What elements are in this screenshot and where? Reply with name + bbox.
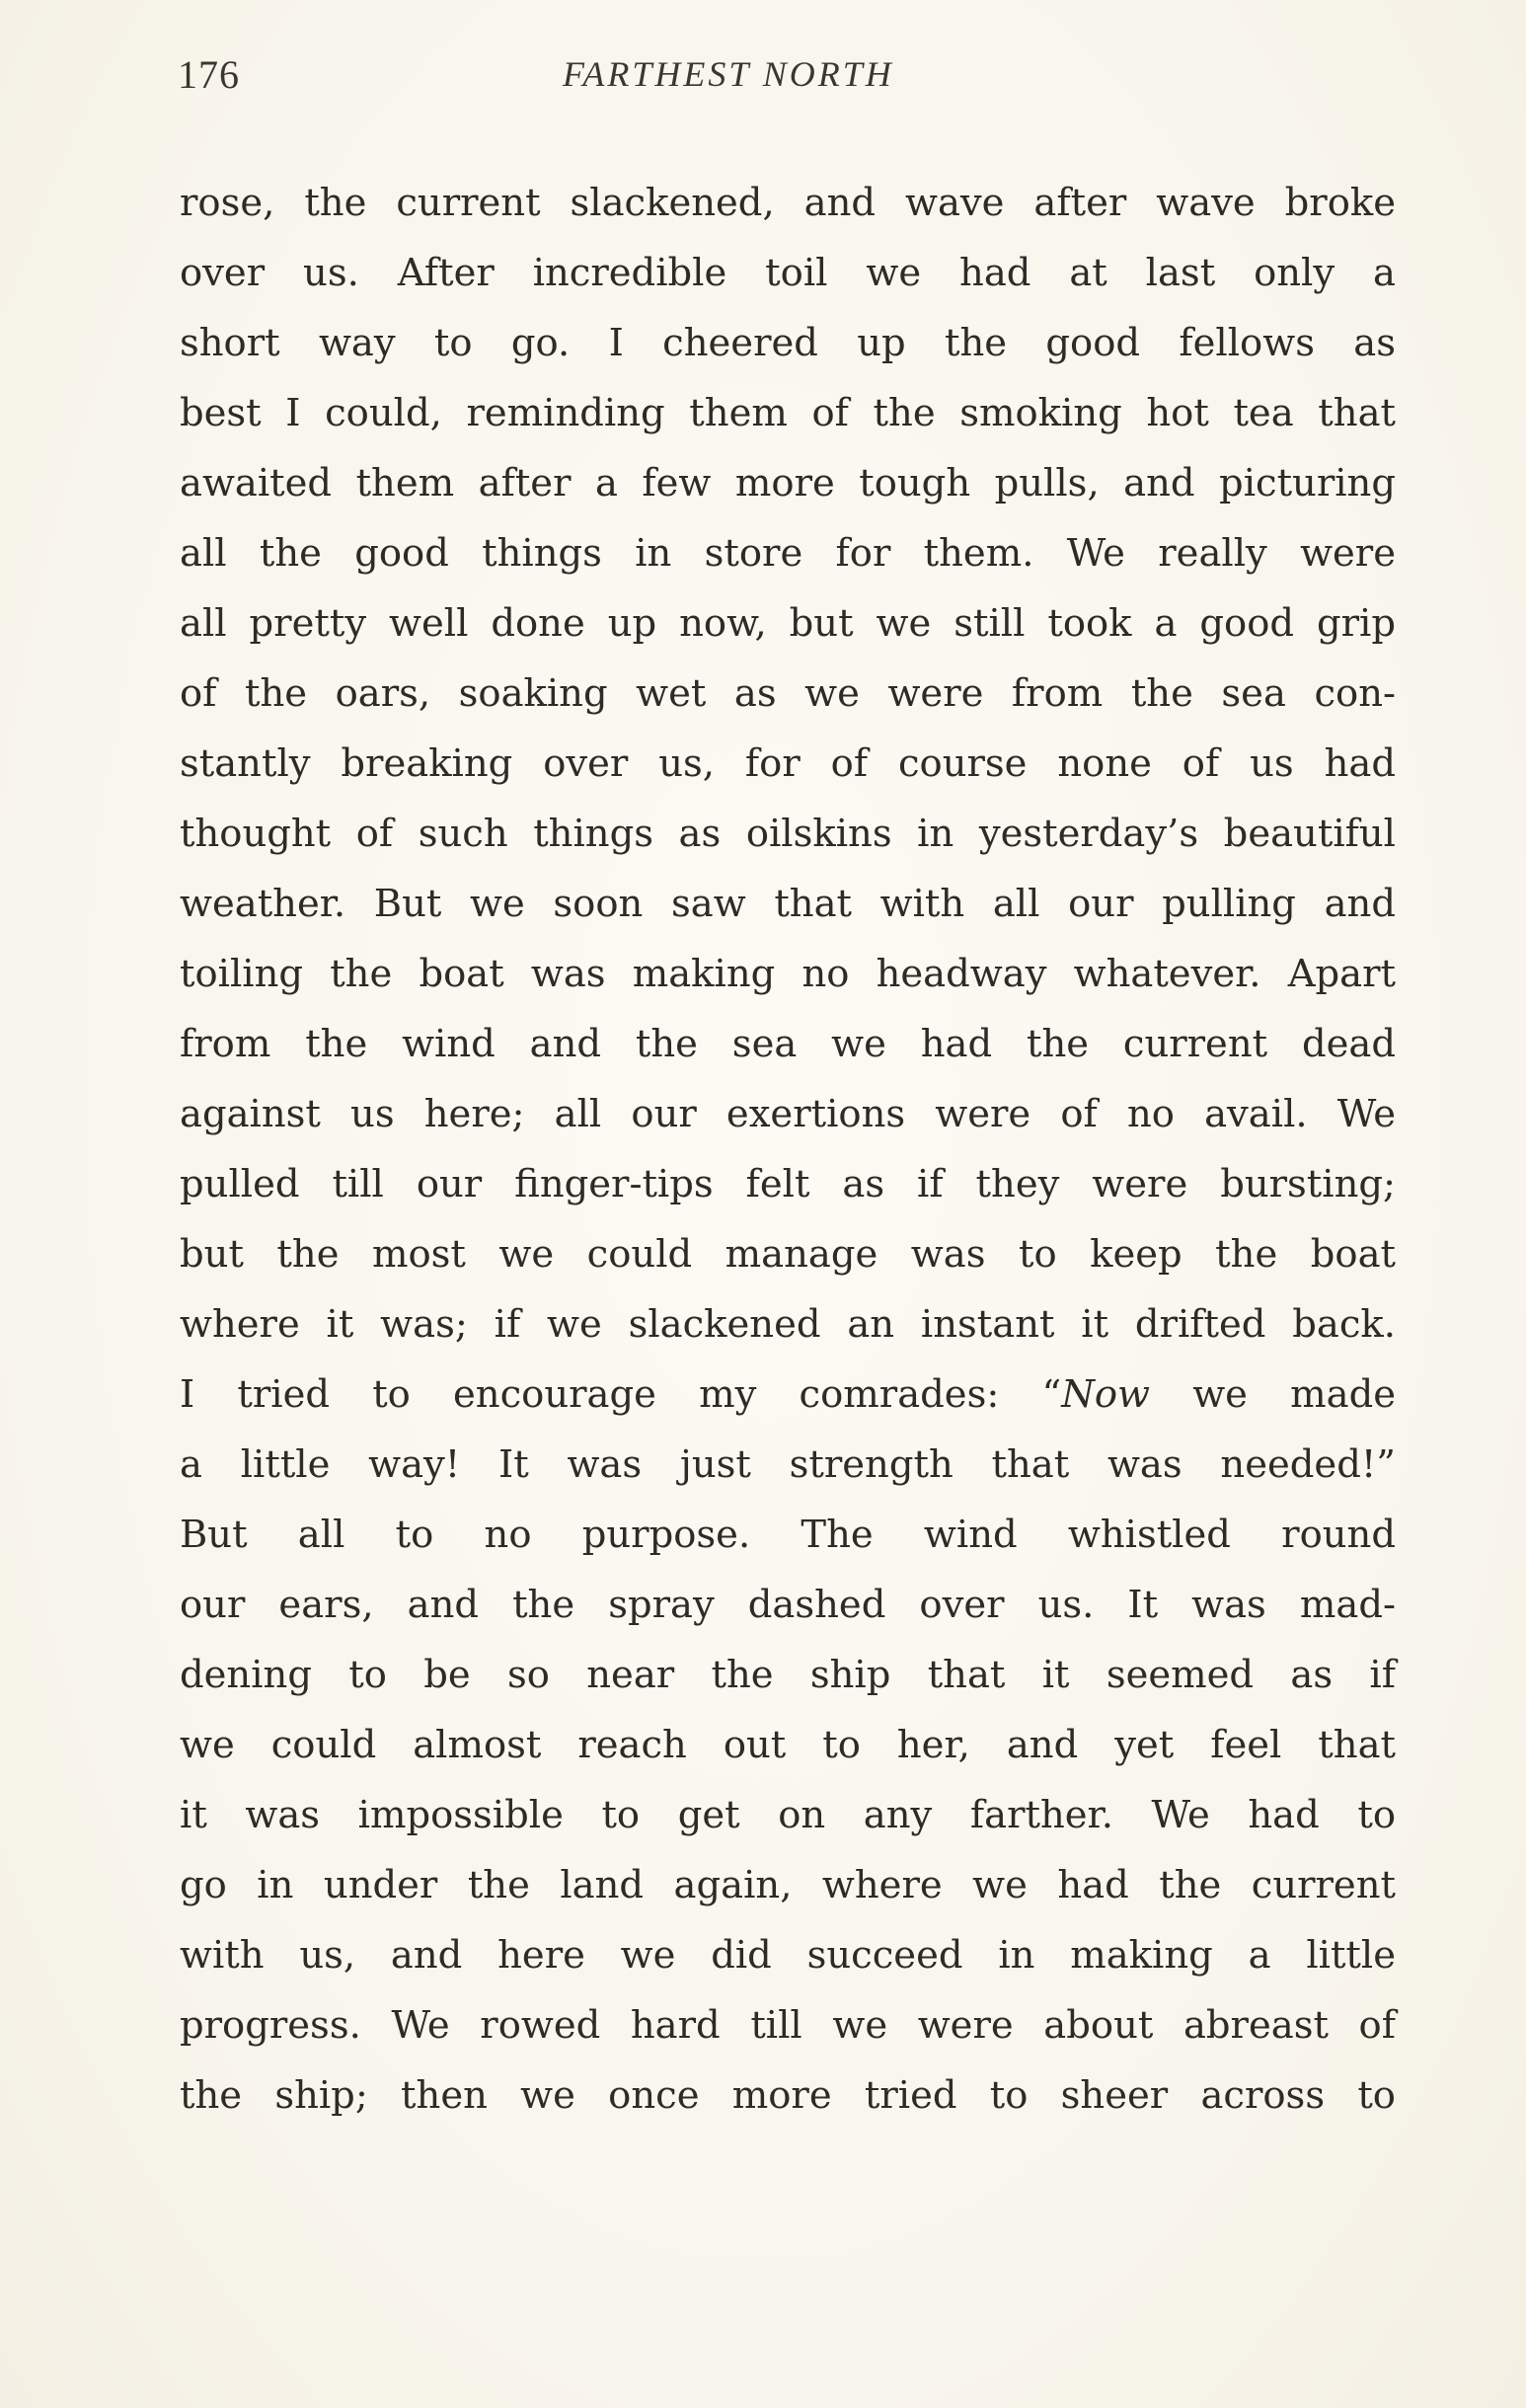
text-line: it was impossible to get on any farther. We had to: [180, 1793, 1396, 1837]
text-line: against us here; all our exertions were of no avail. We: [180, 1092, 1396, 1136]
text-line: But all to no purpose. The wind whistled round: [180, 1513, 1396, 1557]
text-line: we could almost reach out to her, and yet feel that: [180, 1723, 1396, 1767]
text-line: rose, the current slackened, and wave after wave broke: [180, 181, 1396, 225]
text-line: our ears, and the spray dashed over us. It was mad-: [180, 1583, 1396, 1627]
text-line: all pretty well done up now, but we still took a good grip: [180, 601, 1396, 646]
text-line: short way to go. I cheered up the good fellows as: [180, 321, 1396, 365]
text-line-italic-quote: [180, 1359, 1396, 1430]
text-line: where it was; if we slackened an instant it drifted back.: [180, 1302, 1396, 1347]
text-line: a little way! It was just strength that was needed!”: [180, 1442, 1396, 1487]
text-line: the ship; then we once more tried to sheer across to: [180, 2073, 1396, 2118]
text-line: go in under the land again, where we had the current: [180, 1863, 1396, 1907]
text-line: pulled till our finger-tips felt as if they were bursting;: [180, 1162, 1396, 1206]
text-run: I tried to encourage my comrades: “: [180, 1372, 1062, 1417]
body-text: [180, 168, 1396, 2131]
text-line: over us. After incredible toil we had at last only a: [180, 251, 1396, 295]
text-line: of the oars, soaking wet as we were from the sea con-: [180, 671, 1396, 716]
text-line: with us, and here we did succeed in making a little: [180, 1933, 1396, 1978]
page-number: 176: [178, 52, 240, 97]
text-line: thought of such things as oilskins in yesterday’s beautiful: [180, 812, 1396, 856]
text-line: toiling the boat was making no headway whatever. Apart: [180, 952, 1396, 996]
running-title: FARTHEST NORTH: [563, 54, 894, 94]
text-line: dening to be so near the ship that it seemed as if: [180, 1653, 1396, 1697]
text-line: awaited them after a few more tough pulls, and picturing: [180, 461, 1396, 505]
text-line: weather. But we soon saw that with all our pulling and: [180, 882, 1396, 926]
text-line: progress. We rowed hard till we were about abreast of: [180, 2003, 1396, 2048]
text-line: all the good things in store for them. We really were: [180, 531, 1396, 576]
text-line: best I could, reminding them of the smoking hot tea that: [180, 391, 1396, 435]
running-head: [178, 51, 1402, 111]
text-run: we made: [1150, 1372, 1397, 1417]
text-line: but the most we could manage was to keep the boat: [180, 1232, 1396, 1277]
text-line: stantly breaking over us, for of course none of us had: [180, 741, 1396, 786]
text-line: from the wind and the sea we had the current dead: [180, 1022, 1396, 1066]
italic-word: Now: [1061, 1372, 1151, 1417]
